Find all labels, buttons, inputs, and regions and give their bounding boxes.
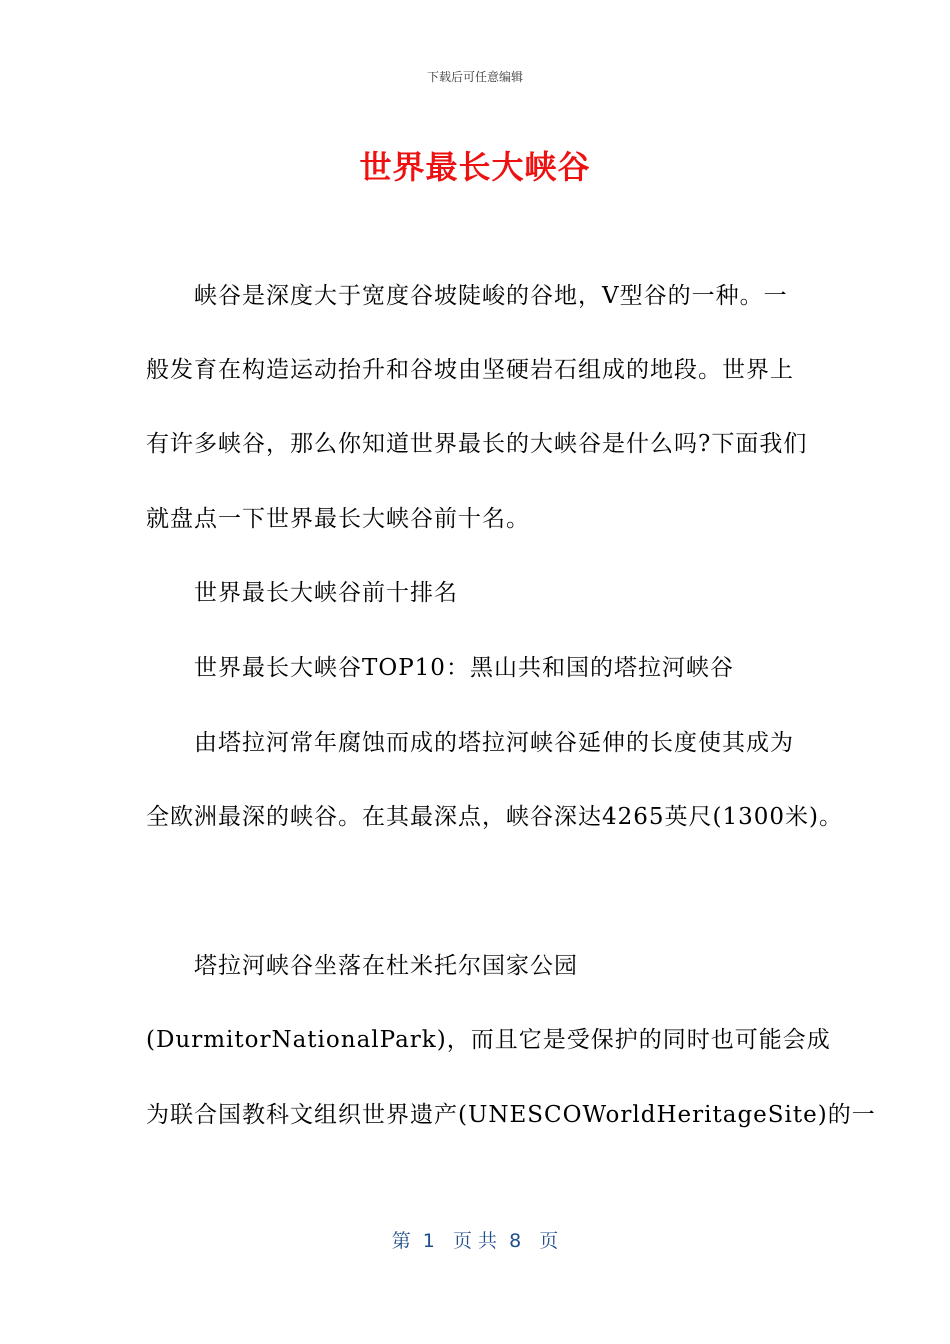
paragraph-line: 塔拉河峡谷坐落在杜米托尔国家公园 xyxy=(194,953,578,979)
section-heading: 世界最长大峡谷TOP10：黑山共和国的塔拉河峡谷 xyxy=(194,655,734,681)
paragraph-line: 由塔拉河常年腐蚀而成的塔拉河峡谷延伸的长度使其成为 xyxy=(194,730,794,756)
paragraph-line: (DurmitorNationalPark)，而且它是受保护的同时也可能会成 xyxy=(146,1027,831,1053)
paragraph-line: 全欧洲最深的峡谷。在其最深点，峡谷深达4265英尺(1300米)。 xyxy=(146,804,844,830)
document-title: 世界最长大峡谷 xyxy=(359,148,591,186)
paragraph-line: 就盘点一下世界最长大峡谷前十名。 xyxy=(146,506,530,532)
section-heading: 世界最长大峡谷前十排名 xyxy=(194,580,458,606)
paragraph-line: 般发育在构造运动抬升和谷坡由坚硬岩石组成的地段。世界上 xyxy=(146,357,794,383)
paragraph-line: 为联合国教科文组织世界遗产(UNESCOWorldHeritageSite)的一 xyxy=(146,1102,876,1128)
paragraph-line: 峡谷是深度大于宽度谷坡陡峻的谷地，V型谷的一种。一 xyxy=(194,283,788,309)
paragraph-line: 有许多峡谷，那么你知道世界最长的大峡谷是什么吗?下面我们 xyxy=(146,431,808,457)
header-note: 下载后可任意编辑 xyxy=(426,70,523,84)
page-number-footer: 第 1 页 共 8 页 xyxy=(391,1230,559,1252)
